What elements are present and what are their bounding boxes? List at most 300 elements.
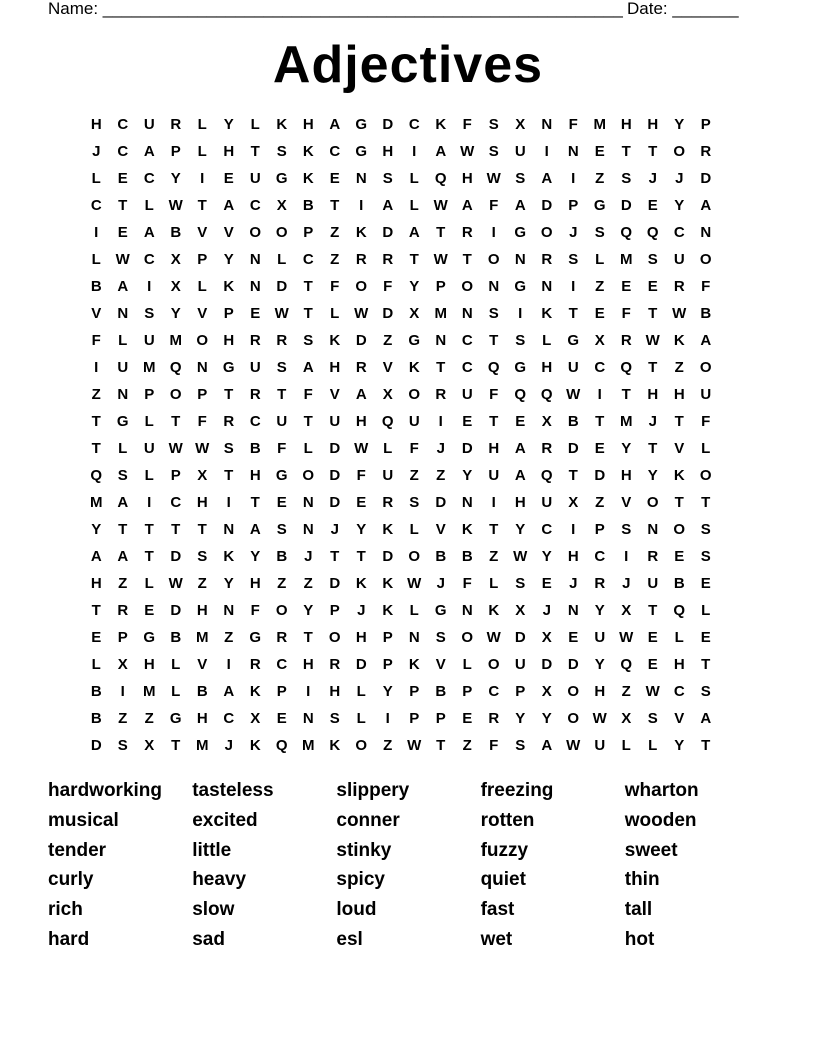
grid-cell: I bbox=[306, 683, 311, 700]
word-list-item: rotten bbox=[480, 809, 535, 831]
grid-row bbox=[83, 705, 719, 732]
grid-cell: Q bbox=[673, 602, 686, 619]
grid-cell: B bbox=[170, 629, 182, 646]
grid-cell: W bbox=[460, 143, 475, 160]
word-list-item: hot bbox=[624, 928, 655, 950]
grid-cell: B bbox=[673, 575, 685, 592]
grid-cell: G bbox=[143, 629, 156, 646]
grid-cell: M bbox=[196, 629, 209, 646]
grid-cell: I bbox=[491, 494, 496, 511]
grid-cell: S bbox=[144, 305, 155, 322]
grid-cell: K bbox=[408, 656, 420, 673]
grid-cell: P bbox=[276, 683, 287, 700]
grid-cell: N bbox=[514, 251, 526, 268]
grid-cell: N bbox=[647, 521, 659, 538]
grid-cell: O bbox=[673, 143, 686, 160]
grid-row bbox=[83, 111, 719, 138]
grid-cell: U bbox=[700, 386, 712, 403]
grid-cell: Z bbox=[197, 575, 207, 592]
grid-cell: T bbox=[91, 413, 101, 430]
grid-cell: C bbox=[329, 143, 341, 160]
grid-cell: N bbox=[302, 521, 314, 538]
grid-cell: Z bbox=[277, 575, 287, 592]
grid-row bbox=[83, 489, 719, 516]
grid-cell: P bbox=[329, 602, 340, 619]
grid-cell: L bbox=[197, 143, 207, 160]
grid-row bbox=[83, 651, 719, 678]
grid-cell: Z bbox=[489, 548, 499, 565]
grid-cell: T bbox=[648, 440, 658, 457]
grid-cell: U bbox=[594, 629, 606, 646]
grid-cell: C bbox=[223, 710, 235, 727]
grid-cell: T bbox=[277, 386, 287, 403]
grid-cell: Q bbox=[620, 224, 633, 241]
grid-cell: D bbox=[620, 197, 632, 214]
grid-cell: P bbox=[700, 116, 711, 133]
grid-cell: E bbox=[276, 494, 287, 511]
grid-cell: F bbox=[489, 737, 499, 754]
grid-cell: R bbox=[170, 116, 182, 133]
grid-cell: W bbox=[619, 629, 634, 646]
grid-cell: S bbox=[117, 737, 128, 754]
grid-cell: W bbox=[354, 305, 369, 322]
grid-cell: C bbox=[143, 251, 155, 268]
grid-cell: T bbox=[436, 224, 446, 241]
grid-cell: K bbox=[382, 521, 394, 538]
grid-cell: U bbox=[329, 413, 341, 430]
word-list-item: curly bbox=[48, 869, 94, 891]
grid-cell: B bbox=[435, 548, 447, 565]
grid-cell: D bbox=[567, 656, 579, 673]
grid-cell: L bbox=[595, 251, 605, 268]
grid-cell: A bbox=[117, 278, 129, 295]
grid-cell: N bbox=[488, 278, 500, 295]
grid-cell: K bbox=[302, 143, 314, 160]
grid-cell: E bbox=[329, 170, 340, 187]
grid-cell: M bbox=[434, 305, 447, 322]
grid-cell: C bbox=[143, 170, 155, 187]
grid-cell: N bbox=[700, 224, 712, 241]
grid-cell: H bbox=[620, 116, 632, 133]
grid-cell: Z bbox=[621, 683, 631, 700]
grid-cell: O bbox=[487, 656, 500, 673]
grid-cell: X bbox=[568, 494, 579, 511]
grid-cell: S bbox=[594, 224, 605, 241]
word-list-item: musical bbox=[48, 809, 119, 831]
grid-cell: M bbox=[302, 737, 315, 754]
grid-cell: T bbox=[436, 359, 446, 376]
grid-cell: B bbox=[567, 413, 579, 430]
grid-cell: Y bbox=[647, 467, 658, 484]
grid-cell: U bbox=[673, 251, 685, 268]
grid-cell: X bbox=[170, 251, 181, 268]
grid-cell: X bbox=[621, 710, 632, 727]
grid-cell: K bbox=[408, 359, 420, 376]
grid-cell: Z bbox=[462, 737, 472, 754]
grid-cell: Q bbox=[381, 413, 394, 430]
grid-cell: S bbox=[515, 170, 526, 187]
grid-cell: T bbox=[118, 521, 128, 538]
grid-cell: H bbox=[223, 143, 235, 160]
grid-cell: T bbox=[197, 521, 207, 538]
grid-cell: Q bbox=[540, 467, 553, 484]
grid-cell: F bbox=[303, 386, 313, 403]
grid-cell: K bbox=[382, 575, 394, 592]
grid-row bbox=[83, 624, 719, 651]
grid-cell: T bbox=[303, 629, 313, 646]
grid-cell: T bbox=[674, 413, 684, 430]
word-list-item: sweet bbox=[624, 839, 678, 861]
grid-cell: I bbox=[226, 656, 231, 673]
grid-cell: U bbox=[594, 737, 606, 754]
grid-cell: T bbox=[303, 305, 313, 322]
grid-cell: V bbox=[197, 224, 208, 241]
grid-cell: R bbox=[382, 251, 394, 268]
grid-cell: P bbox=[594, 521, 605, 538]
grid-cell: L bbox=[409, 602, 419, 619]
grid-row bbox=[83, 192, 719, 219]
word-list-item: fuzzy bbox=[480, 839, 529, 861]
grid-cell: U bbox=[249, 359, 261, 376]
word-list-item: quiet bbox=[480, 869, 526, 891]
grid-cell: U bbox=[143, 440, 155, 457]
grid-cell: D bbox=[329, 440, 341, 457]
word-list-item: wet bbox=[480, 928, 513, 950]
grid-cell: Y bbox=[515, 521, 526, 538]
grid-cell: N bbox=[196, 359, 208, 376]
grid-cell: R bbox=[594, 575, 606, 592]
grid-cell: S bbox=[488, 116, 499, 133]
grid-row bbox=[83, 543, 719, 570]
grid-cell: T bbox=[489, 332, 499, 349]
grid-cell: W bbox=[168, 440, 183, 457]
grid-cell: B bbox=[435, 683, 447, 700]
grid-cell: M bbox=[620, 251, 633, 268]
grid-cell: L bbox=[330, 305, 340, 322]
grid-cell: N bbox=[435, 332, 447, 349]
grid-cell: O bbox=[461, 278, 474, 295]
grid-cell: D bbox=[170, 548, 182, 565]
grid-cell: Z bbox=[118, 710, 128, 727]
grid-cell: U bbox=[117, 359, 129, 376]
grid-cell: K bbox=[488, 602, 500, 619]
grid-cell: O bbox=[646, 494, 659, 511]
grid-cell: L bbox=[409, 521, 419, 538]
grid-cell: H bbox=[90, 575, 102, 592]
grid-cell: L bbox=[197, 278, 207, 295]
grid-cell: I bbox=[359, 197, 364, 214]
grid-cell: K bbox=[249, 737, 261, 754]
grid-cell: D bbox=[382, 305, 394, 322]
grid-row bbox=[83, 273, 719, 300]
grid-cell: W bbox=[513, 548, 528, 565]
grid-cell: A bbox=[700, 710, 712, 727]
grid-cell: I bbox=[94, 224, 99, 241]
grid-cell: Y bbox=[674, 737, 685, 754]
grid-cell: T bbox=[701, 494, 711, 511]
grid-cell: I bbox=[412, 143, 417, 160]
grid-cell: G bbox=[567, 332, 580, 349]
grid-cell: N bbox=[541, 116, 553, 133]
grid-cell: P bbox=[435, 710, 446, 727]
grid-cell: H bbox=[302, 116, 314, 133]
grid-cell: Y bbox=[382, 683, 393, 700]
grid-cell: U bbox=[647, 575, 659, 592]
grid-row bbox=[83, 408, 719, 435]
grid-cell: F bbox=[462, 575, 472, 592]
grid-cell: A bbox=[90, 548, 102, 565]
grid-cell: O bbox=[328, 629, 341, 646]
grid-cell: E bbox=[462, 710, 473, 727]
grid-cell: R bbox=[488, 710, 500, 727]
grid-cell: H bbox=[620, 467, 632, 484]
grid-cell: Q bbox=[620, 656, 633, 673]
grid-cell: Y bbox=[541, 710, 552, 727]
grid-cell: H bbox=[196, 710, 208, 727]
grid-cell: A bbox=[514, 440, 526, 457]
grid-cell: T bbox=[303, 413, 313, 430]
grid-cell: O bbox=[487, 251, 500, 268]
grid-cell: B bbox=[170, 224, 182, 241]
grid-cell: C bbox=[594, 359, 606, 376]
grid-cell: U bbox=[514, 656, 526, 673]
word-list-item: rich bbox=[48, 899, 83, 921]
grid-cell: L bbox=[621, 737, 631, 754]
grid-cell: J bbox=[675, 170, 684, 187]
grid-cell: L bbox=[303, 440, 313, 457]
grid-cell: O bbox=[699, 359, 712, 376]
grid-cell: H bbox=[673, 656, 685, 673]
grid-cell: V bbox=[329, 386, 340, 403]
grid-cell: I bbox=[571, 521, 576, 538]
grid-cell: Z bbox=[383, 737, 393, 754]
grid-cell: Y bbox=[223, 116, 234, 133]
grid-cell: T bbox=[91, 440, 101, 457]
grid-cell: S bbox=[700, 683, 711, 700]
grid-cell: D bbox=[594, 467, 606, 484]
letter-grid bbox=[83, 111, 719, 759]
grid-cell: J bbox=[542, 602, 551, 619]
grid-cell: W bbox=[433, 197, 448, 214]
grid-cell: U bbox=[408, 413, 420, 430]
grid-cell: H bbox=[355, 629, 367, 646]
grid-cell: S bbox=[621, 521, 632, 538]
grid-cell: R bbox=[541, 251, 553, 268]
grid-cell: I bbox=[200, 170, 205, 187]
grid-cell: M bbox=[620, 413, 633, 430]
grid-cell: T bbox=[621, 143, 631, 160]
grid-cell: A bbox=[223, 683, 235, 700]
grid-cell: A bbox=[514, 197, 526, 214]
grid-cell: L bbox=[118, 332, 128, 349]
grid-cell: I bbox=[624, 548, 629, 565]
grid-cell: O bbox=[567, 710, 580, 727]
grid-cell: Q bbox=[275, 737, 288, 754]
grid-cell: T bbox=[648, 143, 658, 160]
grid-cell: D bbox=[170, 602, 182, 619]
grid-cell: R bbox=[620, 332, 632, 349]
grid-cell: U bbox=[567, 359, 579, 376]
grid-cell: H bbox=[329, 359, 341, 376]
grid-cell: X bbox=[117, 656, 128, 673]
grid-cell: E bbox=[700, 629, 711, 646]
grid-cell: A bbox=[541, 737, 553, 754]
grid-cell: T bbox=[436, 737, 446, 754]
grid-cell: X bbox=[541, 413, 552, 430]
grid-cell: L bbox=[91, 656, 101, 673]
grid-row bbox=[83, 597, 719, 624]
grid-cell: G bbox=[355, 116, 368, 133]
grid-cell: J bbox=[648, 170, 657, 187]
grid-cell: W bbox=[115, 251, 130, 268]
grid-row bbox=[83, 462, 719, 489]
grid-cell: T bbox=[330, 548, 340, 565]
grid-cell: E bbox=[144, 602, 155, 619]
grid-cell: K bbox=[435, 116, 447, 133]
grid-cell: R bbox=[673, 278, 685, 295]
grid-cell: P bbox=[303, 224, 314, 241]
grid-cell: M bbox=[169, 332, 182, 349]
grid-cell: Z bbox=[409, 467, 419, 484]
grid-row bbox=[83, 570, 719, 597]
grid-cell: N bbox=[461, 305, 473, 322]
grid-cell: N bbox=[249, 251, 261, 268]
grid-cell: Q bbox=[169, 359, 182, 376]
grid-cell: P bbox=[382, 656, 393, 673]
grid-cell: Q bbox=[487, 359, 500, 376]
grid-cell: I bbox=[226, 494, 231, 511]
grid-cell: R bbox=[249, 656, 261, 673]
grid-cell: U bbox=[249, 170, 261, 187]
grid-cell: A bbox=[329, 116, 341, 133]
grid-cell: D bbox=[382, 548, 394, 565]
grid-cell: F bbox=[701, 413, 711, 430]
grid-cell: Q bbox=[540, 386, 553, 403]
grid-cell: K bbox=[355, 575, 367, 592]
grid-cell: S bbox=[276, 521, 287, 538]
grid-cell: H bbox=[355, 413, 367, 430]
grid-cell: N bbox=[302, 710, 314, 727]
grid-cell: S bbox=[515, 332, 526, 349]
grid-cell: C bbox=[673, 683, 685, 700]
grid-cell: C bbox=[541, 521, 553, 538]
grid-cell: D bbox=[567, 440, 579, 457]
grid-cell: D bbox=[435, 494, 447, 511]
grid-cell: N bbox=[541, 278, 553, 295]
grid-cell: S bbox=[621, 170, 632, 187]
grid-cell: T bbox=[701, 656, 711, 673]
grid-cell: H bbox=[514, 494, 526, 511]
grid-cell: H bbox=[567, 548, 579, 565]
word-list-item: freezing bbox=[480, 780, 554, 801]
grid-cell: F bbox=[277, 440, 287, 457]
grid-cell: D bbox=[382, 116, 394, 133]
grid-cell: I bbox=[438, 413, 443, 430]
grid-cell: C bbox=[90, 197, 102, 214]
grid-cell: R bbox=[461, 224, 473, 241]
grid-cell: W bbox=[274, 305, 289, 322]
grid-cell: K bbox=[541, 305, 553, 322]
grid-cell: D bbox=[355, 332, 367, 349]
grid-cell: C bbox=[408, 116, 420, 133]
grid-cell: Y bbox=[594, 602, 605, 619]
grid-cell: V bbox=[435, 521, 446, 538]
grid-row bbox=[83, 300, 719, 327]
grid-cell: L bbox=[356, 710, 366, 727]
grid-cell: G bbox=[275, 170, 288, 187]
grid-cell: D bbox=[382, 224, 394, 241]
grid-cell: Y bbox=[462, 467, 473, 484]
grid-cell: S bbox=[382, 170, 393, 187]
grid-cell: L bbox=[701, 602, 711, 619]
grid-cell: W bbox=[566, 386, 581, 403]
grid-cell: L bbox=[462, 656, 472, 673]
word-list-item: thin bbox=[624, 869, 660, 891]
grid-cell: A bbox=[143, 224, 155, 241]
grid-cell: L bbox=[171, 656, 181, 673]
grid-cell: A bbox=[223, 197, 235, 214]
grid-cell: S bbox=[488, 143, 499, 160]
grid-cell: O bbox=[275, 224, 288, 241]
grid-cell: Q bbox=[434, 170, 447, 187]
grid-cell: E bbox=[91, 629, 102, 646]
word-list-item: stinky bbox=[336, 839, 392, 861]
grid-cell: F bbox=[462, 116, 472, 133]
grid-cell: E bbox=[647, 278, 658, 295]
grid-cell: Z bbox=[303, 575, 313, 592]
word-list-item: conner bbox=[336, 809, 400, 831]
grid-cell: J bbox=[357, 602, 366, 619]
grid-cell: Z bbox=[595, 278, 605, 295]
grid-cell: X bbox=[541, 683, 552, 700]
grid-cell: Y bbox=[170, 170, 181, 187]
grid-cell: O bbox=[249, 224, 262, 241]
grid-cell: L bbox=[144, 467, 154, 484]
grid-cell: G bbox=[116, 413, 129, 430]
grid-cell: W bbox=[486, 629, 501, 646]
grid-cell: E bbox=[674, 548, 685, 565]
grid-cell: J bbox=[569, 224, 578, 241]
grid-cell: Z bbox=[674, 359, 684, 376]
grid-cell: P bbox=[515, 683, 526, 700]
grid-cell: N bbox=[249, 278, 261, 295]
grid-cell: A bbox=[355, 386, 367, 403]
grid-cell: H bbox=[196, 494, 208, 511]
grid-cell: A bbox=[514, 467, 526, 484]
grid-cell: C bbox=[249, 413, 261, 430]
grid-cell: P bbox=[568, 197, 579, 214]
grid-cell: N bbox=[223, 521, 235, 538]
grid-cell: T bbox=[648, 359, 658, 376]
grid-cell: X bbox=[409, 305, 420, 322]
grid-cell: F bbox=[91, 332, 101, 349]
grid-cell: S bbox=[700, 548, 711, 565]
grid-cell: X bbox=[515, 602, 526, 619]
grid-cell: V bbox=[674, 440, 685, 457]
grid-cell: U bbox=[276, 413, 288, 430]
grid-cell: A bbox=[408, 224, 420, 241]
grid-cell: R bbox=[435, 386, 447, 403]
grid-cell: T bbox=[250, 494, 260, 511]
grid-cell: R bbox=[647, 548, 659, 565]
grid-cell: L bbox=[409, 170, 419, 187]
grid-cell: C bbox=[488, 683, 500, 700]
grid-cell: E bbox=[568, 629, 579, 646]
grid-cell: K bbox=[355, 224, 367, 241]
grid-cell: C bbox=[249, 197, 261, 214]
grid-cell: J bbox=[224, 737, 233, 754]
grid-cell: G bbox=[249, 629, 262, 646]
